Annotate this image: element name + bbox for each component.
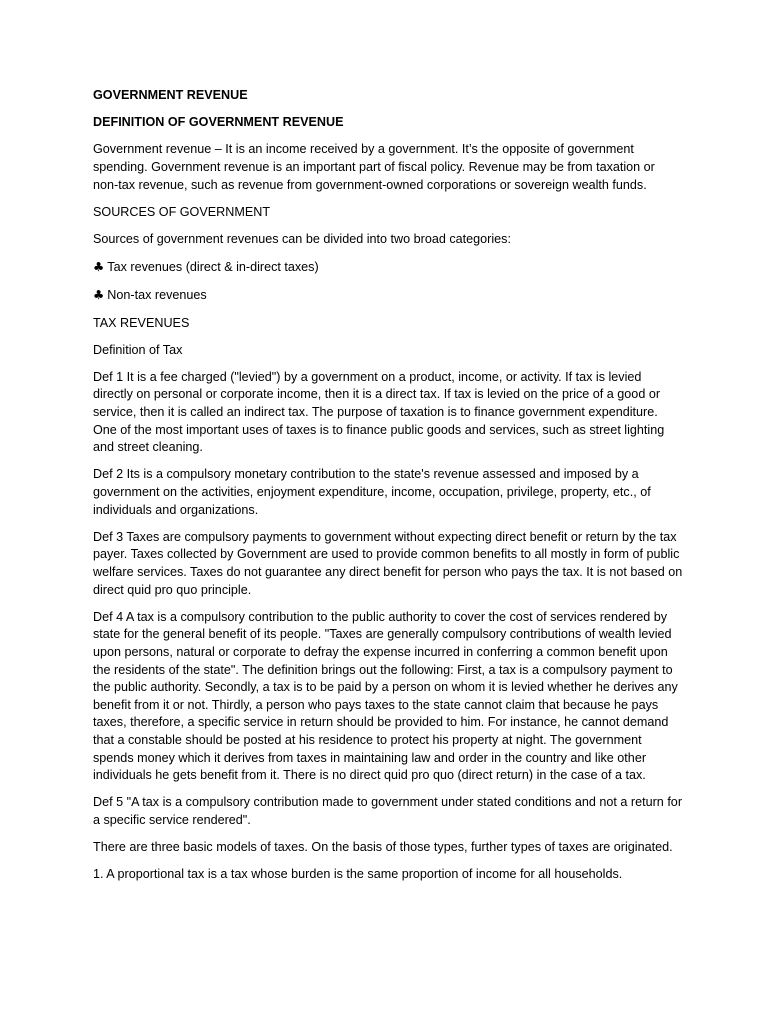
definition-of-tax-heading: Definition of Tax bbox=[93, 342, 183, 357]
document-page bbox=[93, 87, 683, 893]
club-bullet-icon: ♣ bbox=[93, 287, 105, 303]
tax-revenues-heading: TAX REVENUES bbox=[93, 315, 190, 330]
definition-paragraph: Def 2 Its is a compulsory monetary contribution to the state's revenue assessed and imposed by a government on the activities, enjoyment expenditure, income, occupation, privilege, property, etc., of individuals and organizations. bbox=[93, 467, 651, 517]
definition-paragraph: Def 1 It is a fee charged ("levied") by a government on a product, income, or activity. If tax is levied directly on personal or corporate income, then it is a direct tax. If tax is levied on the price of a good or service, then it is called an indirect tax. The purpose of taxation is to finance government expenditure. One of the most important uses of taxes is to finance public goods and services, such as street lighting and street cleaning. bbox=[93, 369, 665, 455]
sources-heading: SOURCES OF GOVERNMENT bbox=[93, 204, 271, 219]
bullet-item bbox=[93, 286, 683, 305]
bullet-text: Tax revenues (direct & in-direct taxes) bbox=[107, 260, 319, 275]
models-intro-paragraph: There are three basic models of taxes. On the basis of those types, further types of taxes are originated. bbox=[93, 840, 673, 855]
bullet-item bbox=[93, 258, 683, 277]
document-title: GOVERNMENT REVENUE bbox=[93, 88, 248, 102]
definition-paragraph: Def 3 Taxes are compulsory payments to government without expecting direct benefit or return by the tax payer. Taxes collected by Government are used to provide common benefits to all mostly in form of public welfare services. Taxes do not guarantee any direct benefit for person who pays the tax. It is not based on direct quid pro quo principle. bbox=[93, 529, 683, 597]
club-bullet-icon: ♣ bbox=[93, 259, 105, 275]
sources-intro-paragraph: Sources of government revenues can be divided into two broad categories: bbox=[93, 231, 511, 246]
model-paragraph: 1. A proportional tax is a tax whose burden is the same proportion of income for all households. bbox=[93, 867, 623, 882]
bullet-text: Non-tax revenues bbox=[107, 288, 207, 303]
intro-paragraph: Government revenue – It is an income received by a government. It’s the opposite of government spending. Government revenue is an important part of fiscal policy. Revenue may be from taxation or non-tax revenue, such as revenue from government-owned corporations or sovereign wealth funds. bbox=[93, 142, 655, 192]
section-heading-definition: DEFINITION OF GOVERNMENT REVENUE bbox=[93, 115, 344, 130]
definition-paragraph: Def 4 A tax is a compulsory contribution to the public authority to cover the cost of services rendered by state for the general benefit of its people. "Taxes are generally compulsory contributions of wealth levied upon persons, natural or corporate to defray the expense incurred in conferring a common benefit upon the residents of the state". The definition brings out the following: First, a tax is a compulsory payment to the public authority. Secondly, a tax is to be paid by a person on whom it is levied whether he derives any benefit from it or not. Thirdly, a person who pays taxes to the state cannot claim that because he pays taxes, therefore, a specific service in return should be provided to him. For instance, he cannot demand that a constable should be posted at his residence to protect his property at night. The government spends money which it derives from taxes in maintaining law and order in the country and like other individuals he gets benefit from it. There is no direct quid pro quo (direct return) in the case of a tax. bbox=[93, 609, 678, 783]
definition-paragraph: Def 5 "A tax is a compulsory contribution made to government under stated conditions and not a return for a specific service rendered". bbox=[93, 795, 683, 827]
